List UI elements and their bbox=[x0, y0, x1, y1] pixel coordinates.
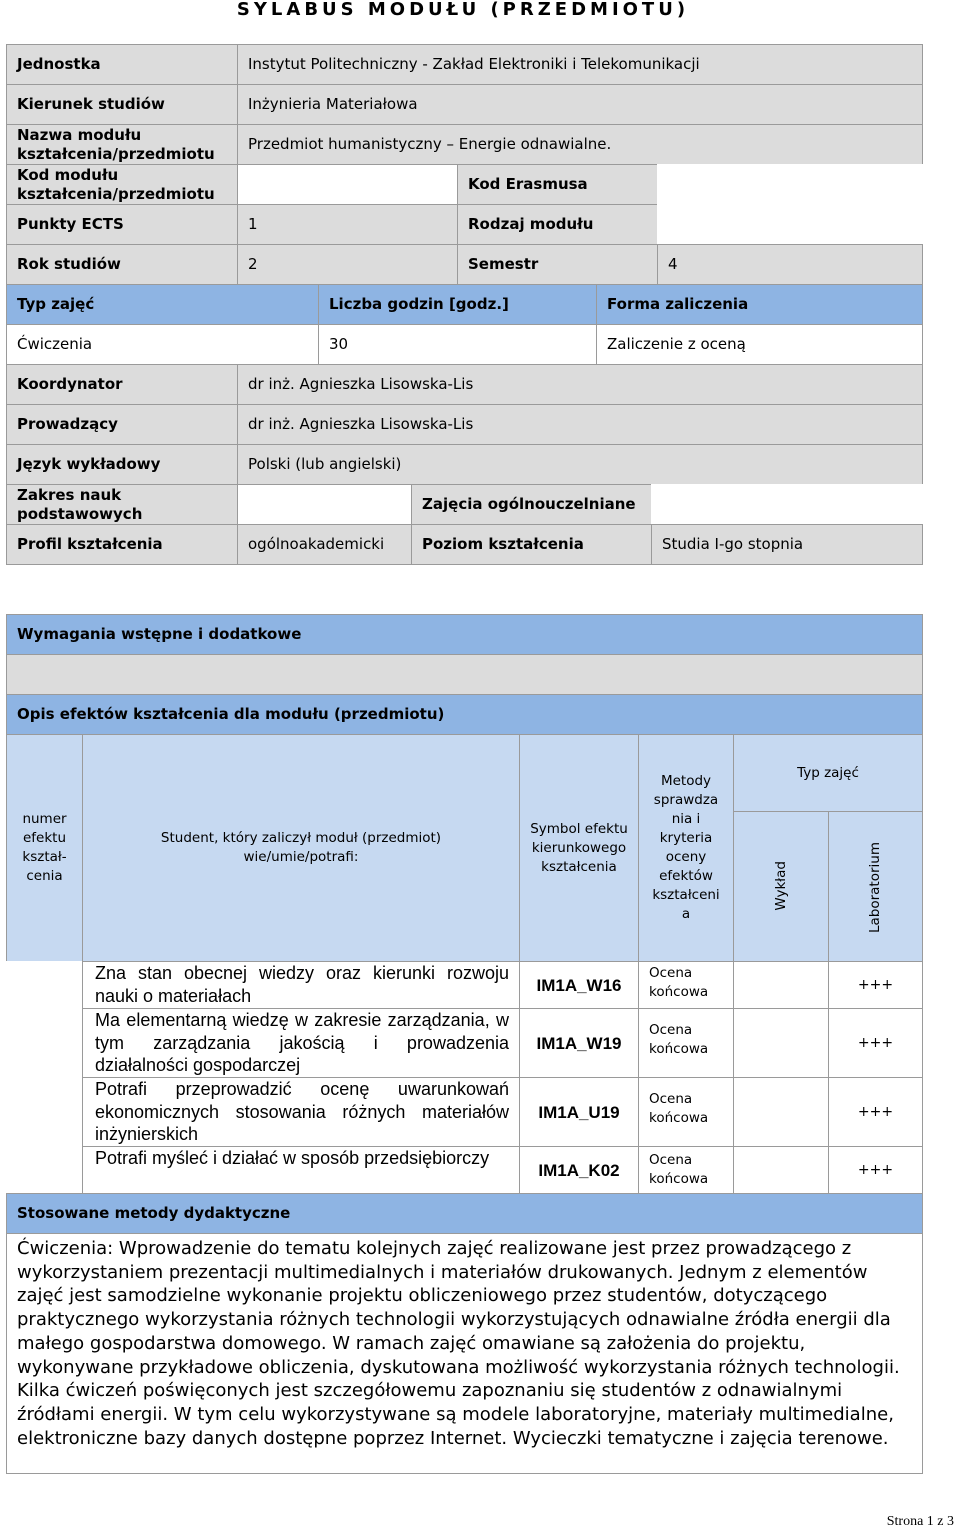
effect-row-3-lab: +++ bbox=[828, 1077, 923, 1147]
label-kierunek: Kierunek studiów bbox=[6, 84, 238, 125]
effect-row-2-metoda: Ocena końcowa bbox=[638, 1008, 734, 1078]
effect-row-4-metoda: Ocena końcowa bbox=[638, 1146, 734, 1194]
effects-col-wyklad-label: Wykład bbox=[772, 861, 789, 911]
requirements-title: Wymagania wstępne i dodatkowe bbox=[6, 614, 923, 655]
effects-col-metody-label: Metody sprawdza nia i kryteria oceny efektów kształceni a bbox=[652, 773, 720, 922]
effects-col-student-label: Student, który zaliczył moduł (przedmiot) wie/umie/potrafi: bbox=[160, 830, 442, 865]
label-prowadzacy: Prowadzący bbox=[6, 404, 238, 445]
label-zajecia-ogolnouczelniane: Zajęcia ogólnouczelniane bbox=[411, 484, 652, 525]
effects-col-wyklad bbox=[733, 811, 829, 962]
effects-col-symbol-label: Symbol efektu kierunkowego kształcenia bbox=[530, 820, 628, 875]
effect-row-3-opis-text: Potrafi przeprowadzić ocenę uwarunkowań ekonomicznych stosowania różnych materiałów inżynierskich bbox=[95, 1079, 509, 1144]
requirements-content bbox=[6, 654, 923, 695]
effects-col-student bbox=[82, 734, 520, 962]
effects-col-lab-label: Laboratorium bbox=[867, 841, 883, 933]
label-jezyk: Język wykładowy bbox=[6, 444, 238, 485]
label-kod-erasmusa: Kod Erasmusa bbox=[457, 164, 658, 205]
effects-col-metody bbox=[638, 734, 734, 962]
effect-row-1-numer bbox=[6, 961, 83, 1009]
methods-title: Stosowane metody dydaktyczne bbox=[6, 1193, 923, 1234]
effect-row-4-opis bbox=[82, 1146, 520, 1194]
effect-row-4-lab: +++ bbox=[828, 1146, 923, 1194]
effect-row-4-symbol: IM1A_K02 bbox=[519, 1146, 639, 1194]
label-poziom: Poziom kształcenia bbox=[411, 524, 652, 565]
effect-row-2-symbol: IM1A_W19 bbox=[519, 1008, 639, 1078]
value-profil: ogólnoakademicki bbox=[237, 524, 412, 565]
effect-row-1-opis-text: Zna stan obecnej wiedzy oraz kierunki rozwoju nauki o materiałach bbox=[95, 963, 509, 1006]
label-ects: Punkty ECTS bbox=[6, 204, 238, 245]
value-jednostka: Instytut Politechniczny - Zakład Elektroniki i Telekomunikacji bbox=[237, 44, 923, 85]
label-koordynator: Koordynator bbox=[6, 364, 238, 405]
label-nazwa-modulu: Nazwa modułu kształcenia/przedmiotu bbox=[6, 124, 238, 165]
class-row-godziny: 30 bbox=[318, 324, 597, 365]
header-liczba-godzin: Liczba godzin [godz.] bbox=[318, 284, 597, 325]
page-number: Strona 1 z 3 bbox=[886, 1514, 954, 1529]
effect-row-1-metoda: Ocena końcowa bbox=[638, 961, 734, 1009]
effect-row-3-metoda: Ocena końcowa bbox=[638, 1077, 734, 1147]
methods-text: Ćwiczenia: Wprowadzenie do tematu kolejnych zajęć realizowane jest przez prowadzącego z wykorzystaniem prezentacji multimedialnych i materiałów drukowanych. Jednym z elementów zajęć jest samodzielne wykonanie projektu obliczeniowego przez studentów, dotyczącego praktycznego wykorzystania różnych technologii wykorzystujących odnawialne źródła energii dla małego gospodarstwa domowego. W ramach zajęć omawiane są założenia do projektu, wykonywane przykładowe obliczenia, dyskutowana możliwość wykorzystania różnych technologii. Kilka ćwiczeń poświęconych jest szczegółowemu zapoznaniu się studentów z odnawialnymi źródłami energii. W tym celu wykorzystywane są modele laboratoryjne, materiały multimedialne, elektroniczne bazy danych dostępne poprzez Internet. Wycieczki tematyczne i zajęcia terenowe. bbox=[6, 1233, 923, 1474]
label-profil: Profil kształcenia bbox=[6, 524, 238, 565]
effect-row-3-numer bbox=[6, 1077, 83, 1147]
label-rodzaj-modulu: Rodzaj modułu bbox=[457, 204, 658, 245]
label-zakres-nauk: Zakres nauk podstawowych bbox=[6, 484, 238, 525]
value-semestr: 4 bbox=[657, 244, 923, 285]
value-poziom: Studia I-go stopnia bbox=[651, 524, 923, 565]
value-zakres-nauk bbox=[237, 484, 412, 525]
effect-row-2-lab: +++ bbox=[828, 1008, 923, 1078]
value-koordynator: dr inż. Agnieszka Lisowska-Lis bbox=[237, 364, 923, 405]
label-rok-studiow: Rok studiów bbox=[6, 244, 238, 285]
value-rok-studiow: 2 bbox=[237, 244, 458, 285]
page-title: SYLABUS MODUŁU (PRZEDMIOTU) bbox=[236, 0, 690, 20]
effect-row-3-symbol: IM1A_U19 bbox=[519, 1077, 639, 1147]
effect-row-1-symbol: IM1A_W16 bbox=[519, 961, 639, 1009]
effects-col-symbol bbox=[519, 734, 639, 962]
value-prowadzacy: dr inż. Agnieszka Lisowska-Lis bbox=[237, 404, 923, 445]
effect-row-3-opis bbox=[82, 1077, 520, 1147]
value-rodzaj-modulu bbox=[657, 204, 923, 245]
effects-col-typ-label: Typ zajęć bbox=[797, 764, 859, 781]
effect-row-2-opis-text: Ma elementarną wiedzę w zakresie zarządzania, w tym zarządzania jakością i prowadzenia działalności gospodarczej bbox=[95, 1010, 509, 1075]
class-row-typ: Ćwiczenia bbox=[6, 324, 319, 365]
label-semestr: Semestr bbox=[457, 244, 658, 285]
effect-row-2-numer bbox=[6, 1008, 83, 1078]
value-kierunek: Inżynieria Materiałowa bbox=[237, 84, 923, 125]
effect-row-1-wyklad bbox=[733, 961, 829, 1009]
value-nazwa-modulu: Przedmiot humanistyczny – Energie odnawialne. bbox=[237, 124, 923, 165]
effect-row-2-wyklad bbox=[733, 1008, 829, 1078]
header-typ-zajec: Typ zajęć bbox=[6, 284, 319, 325]
effect-row-3-wyklad bbox=[733, 1077, 829, 1147]
header-forma-zaliczenia: Forma zaliczenia bbox=[596, 284, 923, 325]
effects-col-lab bbox=[828, 811, 923, 962]
effect-row-4-opis-text: Potrafi myśleć i działać w sposób przedsiębiorczy bbox=[95, 1148, 490, 1168]
effect-row-1-lab: +++ bbox=[828, 961, 923, 1009]
effects-col-numer bbox=[6, 734, 83, 962]
effect-row-4-numer bbox=[6, 1146, 83, 1194]
effects-title: Opis efektów kształcenia dla modułu (przedmiotu) bbox=[6, 694, 923, 735]
value-kod-erasmusa bbox=[657, 164, 923, 205]
effect-row-2-opis bbox=[82, 1008, 520, 1078]
effects-col-typ bbox=[733, 734, 923, 812]
value-zajecia-ogolnouczelniane bbox=[651, 484, 923, 525]
effects-col-numer-label: numer efektu kształ-cenia bbox=[22, 811, 67, 884]
effect-row-1-opis bbox=[82, 961, 520, 1009]
class-row-forma: Zaliczenie z oceną bbox=[596, 324, 923, 365]
label-kod-modulu: Kod modułu kształcenia/przedmiotu bbox=[6, 164, 238, 205]
value-kod-modulu bbox=[237, 164, 458, 205]
effect-row-4-wyklad bbox=[733, 1146, 829, 1194]
value-ects: 1 bbox=[237, 204, 458, 245]
value-jezyk: Polski (lub angielski) bbox=[237, 444, 923, 485]
label-jednostka: Jednostka bbox=[6, 44, 238, 85]
